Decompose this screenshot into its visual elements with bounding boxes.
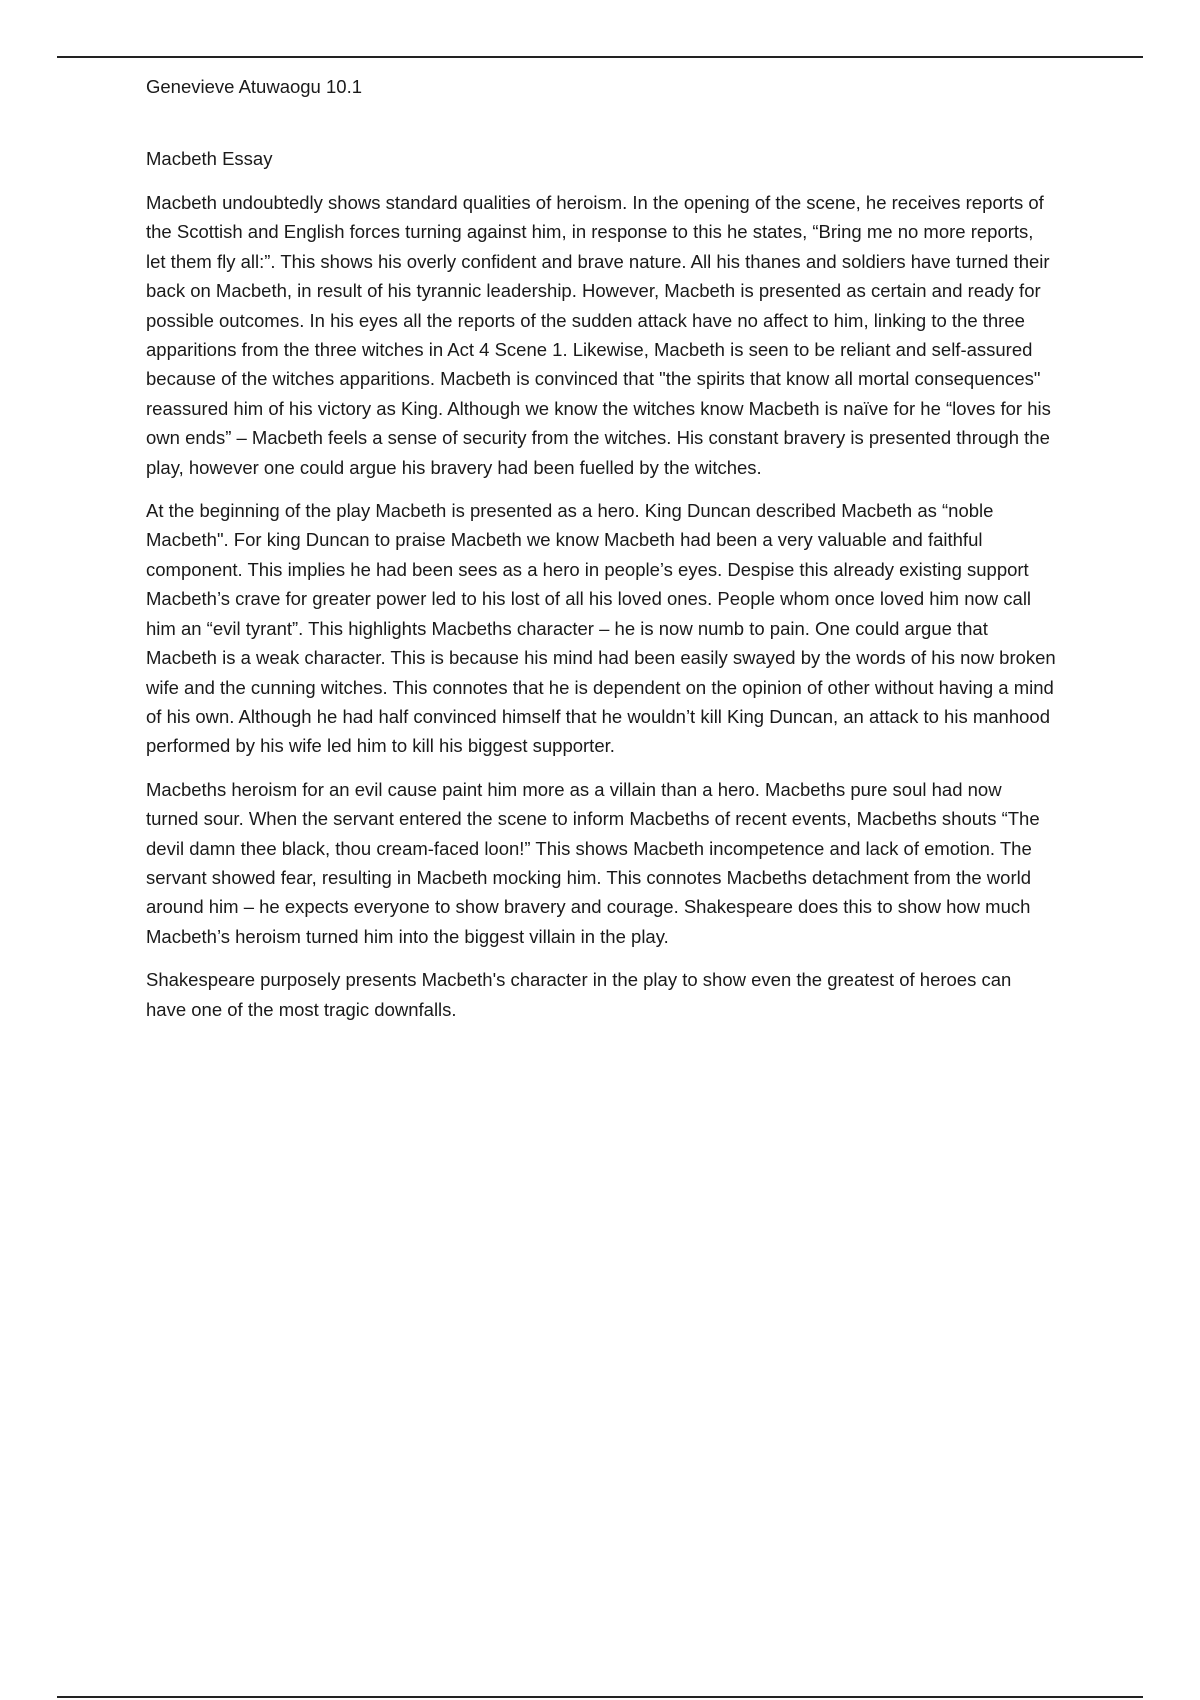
paragraph-4: Shakespeare purposely presents Macbeth's character in the play to show even the greatest of heroes can have one of the most tragic downfalls. — [146, 969, 1012, 1020]
bottom-rule — [57, 1696, 1143, 1698]
paragraph-2: At the beginning of the play Macbeth is presented as a hero. King Duncan described Macbeth as “noble Macbeth". For king Duncan to praise Macbeth we know Macbeth had been a very valuable and faithful component. This implies he had been sees as a hero in people’s eyes. Despise this already existing support Macbeth’s crave for greater power led to his lost of all his loved ones. People whom once loved him now call him an “evil tyrant”. This highlights Macbeths character – he is now numb to pain. One could argue that Macbeth is a weak character. This is because his mind had been easily swayed by the words of his now broken wife and the cunning witches. This connotes that he is dependent on the opinion of other without having a mind of his own. Although he had half convinced himself that he wouldn’t kill King Duncan, an attack to his manhood performed by his wife led him to kill his biggest supporter. — [146, 500, 1056, 757]
document-body — [146, 72, 1056, 1038]
essay-title: Macbeth Essay — [146, 148, 273, 169]
top-rule — [57, 56, 1143, 58]
paragraph-3: Macbeths heroism for an evil cause paint him more as a villain than a hero. Macbeths pure soul had now turned sour. When the servant entered the scene to inform Macbeths of recent events, Macbeths shouts “The devil damn thee black, thou cream-faced loon!” This shows Macbeth incompetence and lack of emotion. The servant showed fear, resulting in Macbeth mocking him. This connotes Macbeths detachment from the world around him – he expects everyone to show bravery and courage. Shakespeare does this to show how much Macbeth’s heroism turned him into the biggest villain in the play. — [146, 778, 1040, 947]
author-line: Genevieve Atuwaogu 10.1 — [146, 76, 362, 97]
paragraph-1: Macbeth undoubtedly shows standard qualities of heroism. In the opening of the scene, he receives reports of the Scottish and English forces turning against him, in response to this he states, “Bring me no more reports, let them fly all:”. This shows his overly confident and brave nature. All his thanes and soldiers have turned their back on Macbeth, in result of his tyrannic leadership. However, Macbeth is presented as certain and ready for possible outcomes. In his eyes all the reports of the sudden attack have no affect to him, linking to the three apparitions from the three witches in Act 4 Scene 1. Likewise, Macbeth is seen to be reliant and self-assured because of the witches apparitions. Macbeth is convinced that "the spirits that know all mortal consequences" reassured him of his victory as King. Although we know the witches know Macbeth is naïve for he “loves for his own ends” – Macbeth feels a sense of security from the witches. His constant bravery is presented through the play, however one could argue his bravery had been fuelled by the witches. — [146, 192, 1051, 478]
